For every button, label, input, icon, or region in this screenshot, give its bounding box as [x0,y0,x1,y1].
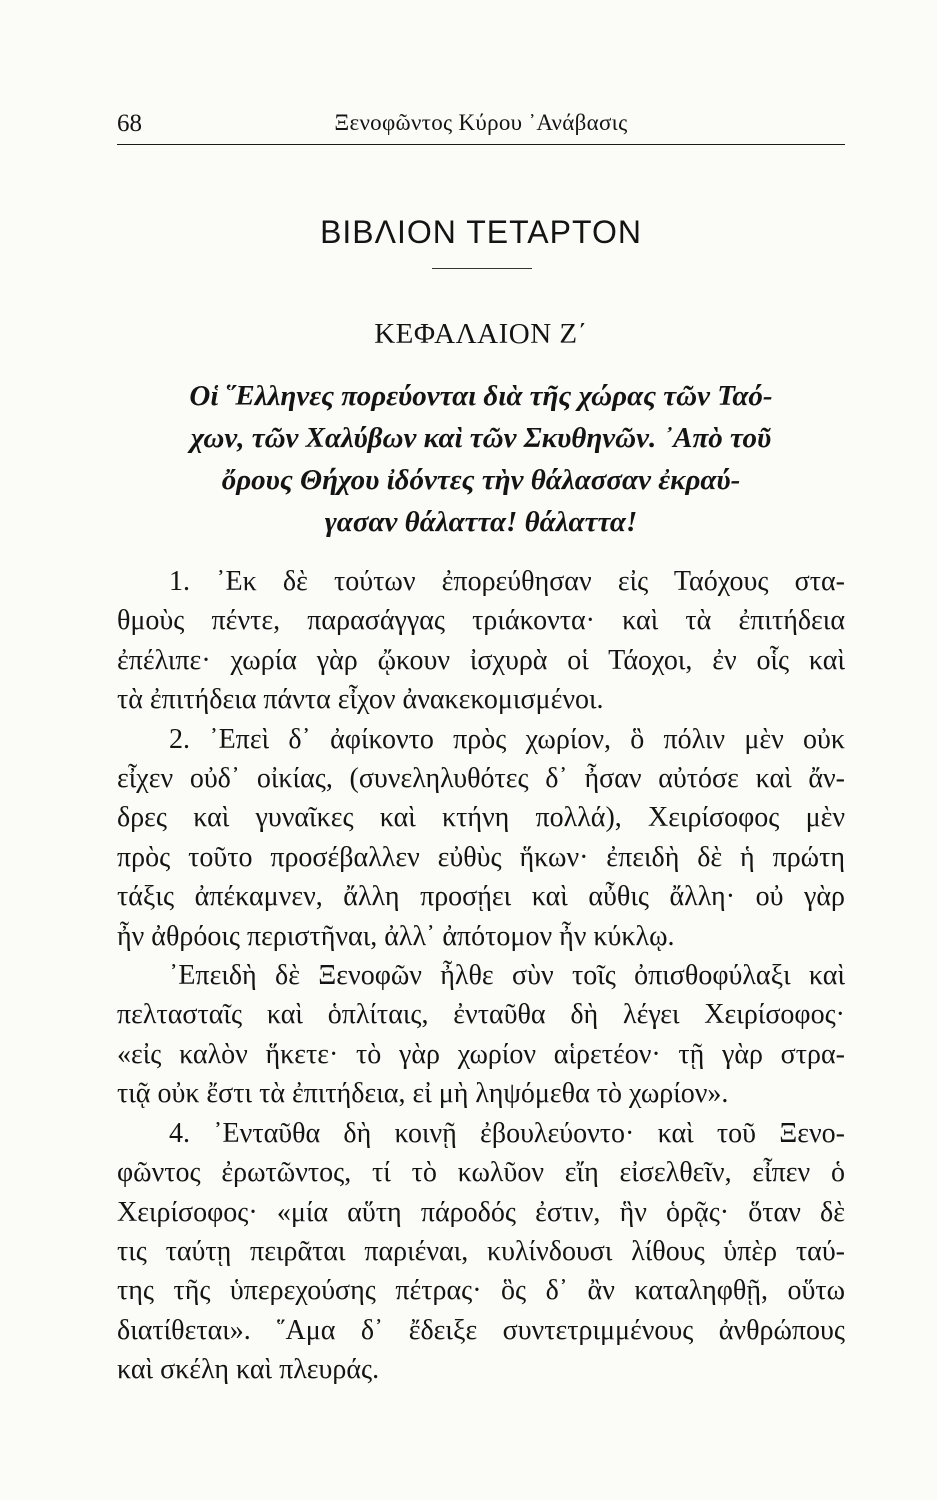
text-line: της τῆς ὑπερεχούσης πέτρας· ὃς δ᾿ ἂν καταληφθῇ, οὕτω [117,1275,845,1307]
summary-line: γασαν θάλαττα! θάλαττα! [324,506,638,538]
running-title: Ξενοφῶντος Κύρου ᾿Ανάβασις [334,110,628,135]
page-header [117,104,845,145]
title-divider [432,268,532,269]
text-line: τάξις ἀπέκαμνεν, ἄλλη προσῄει καὶ αὖθις ἄλλη· οὐ γὰρ [117,881,845,913]
text-line: Χειρίσοφος· «μία αὕτη πάροδός ἐστιν, ἣν ὁρᾷς· ὅταν δὲ [117,1196,845,1228]
summary-line: ὄρους Θήχου ἰδόντες τὴν θάλασσαν ἐκραύ- [221,464,741,496]
chapter-title: ΚΕΦΑΛΑΙΟΝ Ζ΄ [374,318,588,350]
text-line: φῶντος ἐρωτῶντος, τί τὸ κωλῦον εἴη εἰσελθεῖν, εἶπεν ὁ [117,1157,845,1189]
text-line: ἦν ἀθρόοις περιστῆναι, ἀλλ᾿ ἀπότομον ἦν κύκλῳ. [117,920,675,952]
text-line: πελτασταῖς καὶ ὁπλίταις, ἐνταῦθα δὴ λέγει Χειρίσοφος· [117,999,845,1031]
book-title: ΒΙΒΛΙΟΝ ΤΕΤΑΡΤΟΝ [320,214,642,250]
text-line: τὰ ἐπιτήδεια πάντα εἶχον ἀνακεκομισμένοι. [117,684,604,716]
text-line: ἐπέλιπε· χωρία γὰρ ᾤκουν ἰσχυρὰ οἱ Τάοχοι, ἐν οἷς καὶ [117,644,845,676]
summary-line: Οἱ ῞Ελληνες πορεύονται διὰ τῆς χώρας τῶν Ταό- [189,380,773,412]
text-line: ᾿Επειδὴ δὲ Ξενοφῶν ἦλθε σὺν τοῖς ὀπισθοφύλαξι καὶ [169,960,845,992]
text-line: τιᾷ οὐκ ἔστι τὰ ἐπιτήδεια, εἰ μὴ ληψόμεθα τὸ χωρίον». [117,1078,729,1110]
text-line: καὶ σκέλη καὶ πλευράς. [117,1354,380,1386]
text-line: δρες καὶ γυναῖκες καὶ κτήνη πολλά), Χειρίσοφος μὲν [117,802,845,834]
text-line: 4. ᾿Ενταῦθα δὴ κοινῇ ἐβουλεύοντο· καὶ τοῦ Ξενο- [169,1117,845,1149]
text-line: πρὸς τοῦτο προσέβαλλεν εὐθὺς ἥκων· ἐπειδὴ δὲ ἡ πρώτη [117,841,845,873]
text-line: εἶχεν οὐδ᾿ οἰκίας, (συνεληλυθότες δ᾿ ἦσαν αὐτόσε καὶ ἄν- [117,763,845,795]
summary-line: χων, τῶν Χαλύβων καὶ τῶν Σκυθηνῶν. ᾿Απὸ τοῦ [190,422,772,454]
page-number: 68 [117,110,142,137]
text-line: τις ταύτῃ πειρᾶται παριέναι, κυλίνδουσι λίθους ὑπὲρ ταύ- [117,1235,845,1267]
text-line: «εἰς καλὸν ἥκετε· τὸ γὰρ χωρίον αἱρετέον· τῇ γὰρ στρα- [117,1038,845,1070]
text-line: διατίθεται». ῞Αμα δ᾿ ἔδειξε συντετριμμένους ἀνθρώπους [117,1314,845,1346]
chapter-summary [117,375,845,543]
body-text [117,562,845,1390]
text-line: 2. ᾿Επεὶ δ᾿ ἀφίκοντο πρὸς χωρίον, ὃ πόλιν μὲν οὐκ [169,723,845,755]
text-line: 1. ᾿Εκ δὲ τούτων ἐπορεύθησαν εἰς Ταόχους στα- [169,566,845,597]
text-line: θμοὺς πέντε, παρασάγγας τριάκοντα· καὶ τὰ ἐπιτήδεια [117,605,845,637]
